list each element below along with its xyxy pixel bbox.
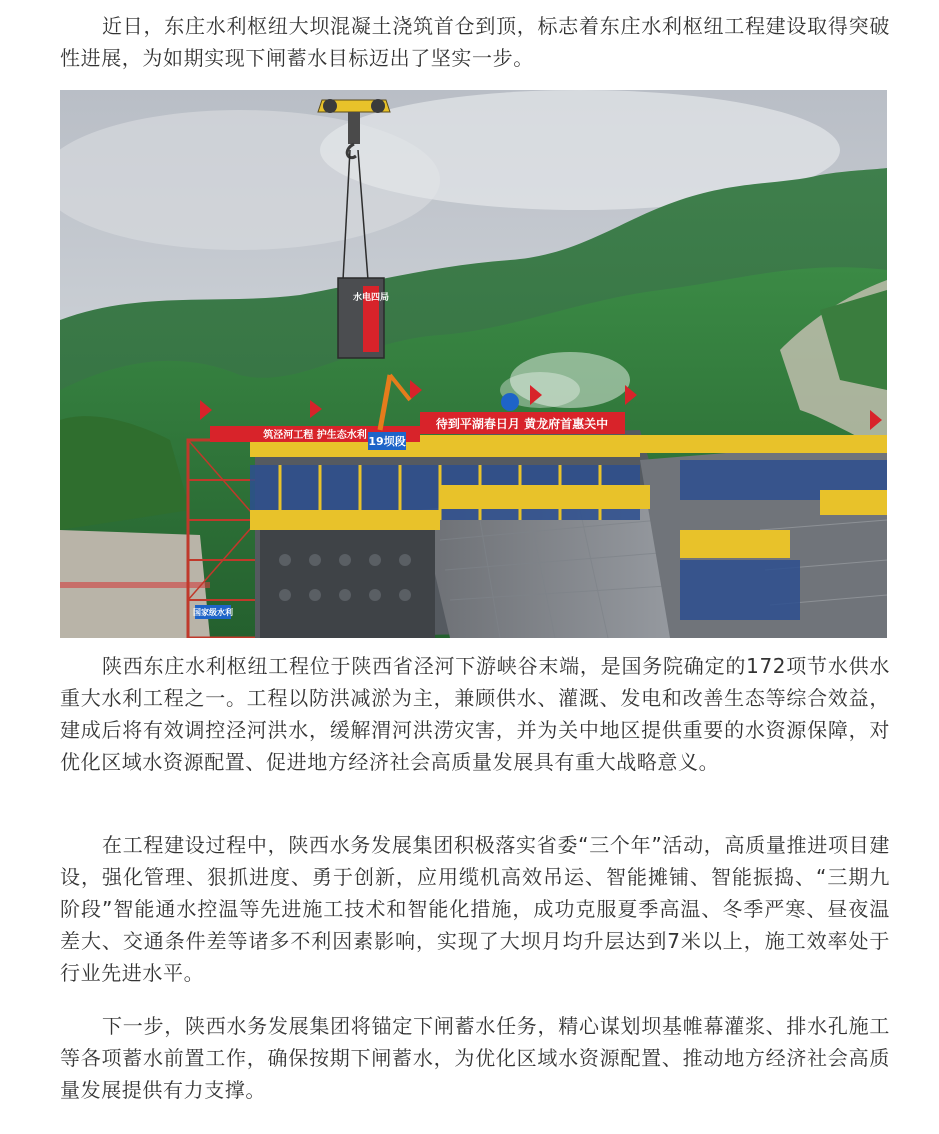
concrete-bucket	[338, 278, 389, 358]
dam-section-label: 19坝段	[368, 435, 406, 448]
dam-construction-photo	[60, 90, 887, 638]
paragraph-4: 下一步，陕西水务发展集团将锚定下闸蓄水任务，精心谋划坝基帷幕灌浆、排水孔施工等各项蓄水前置工作，确保按期下闸蓄水，为优化区域水资源配置、推动地方经济社会高质量发展提供有力支撑。	[60, 1014, 890, 1102]
banner-main-text: 待到平湖春日月 黄龙府首惠关中	[435, 417, 609, 431]
dam-body	[255, 430, 700, 638]
paragraph-2: 陕西东庄水利枢纽工程位于陕西省泾河下游峡谷末端，是国务院确定的172项节水供水重大水利工程之一。工程以防洪减淤为主，兼顾供水、灌溉、发电和改善生态等综合效益，建成后将有效调控泾河洪水，缓解渭河洪涝灾害，并为关中地区提供重要的水资源保障，对优化区域水资源配置、促进地方经济社会高质量发展具有重大战略意义。	[60, 654, 890, 774]
paragraph-3: 在工程建设过程中，陕西水务发展集团积极落实省委“三个年”活动，高质量推进项目建设，强化管理、狠抓进度、勇于创新，应用缆机高效吊运、智能摊铺、智能振捣、“三期九阶段”智能通水控温等先进施工技术和智能化措施，成功克服夏季高温、冬季严寒、昼夜温差大、交通条件差等诸多不利因素影响，实现了大坝月均升层达到7米以上，施工效率处于行业先进水平。	[60, 833, 890, 985]
formwork-upper	[250, 435, 650, 530]
mist-cannon	[501, 393, 519, 411]
banner-left-text: 筑泾河工程 护生态水利	[263, 430, 367, 441]
paragraph-1: 近日，东庄水利枢纽大坝混凝土浇筑首仓到顶，标志着东庄水利枢纽工程建设取得突破性进展，为如期实现下闸蓄水目标迈出了坚实一步。	[60, 14, 890, 70]
bucket-label: 水电四局	[352, 293, 390, 303]
ground-sign-text: 国家级水利	[193, 608, 233, 617]
